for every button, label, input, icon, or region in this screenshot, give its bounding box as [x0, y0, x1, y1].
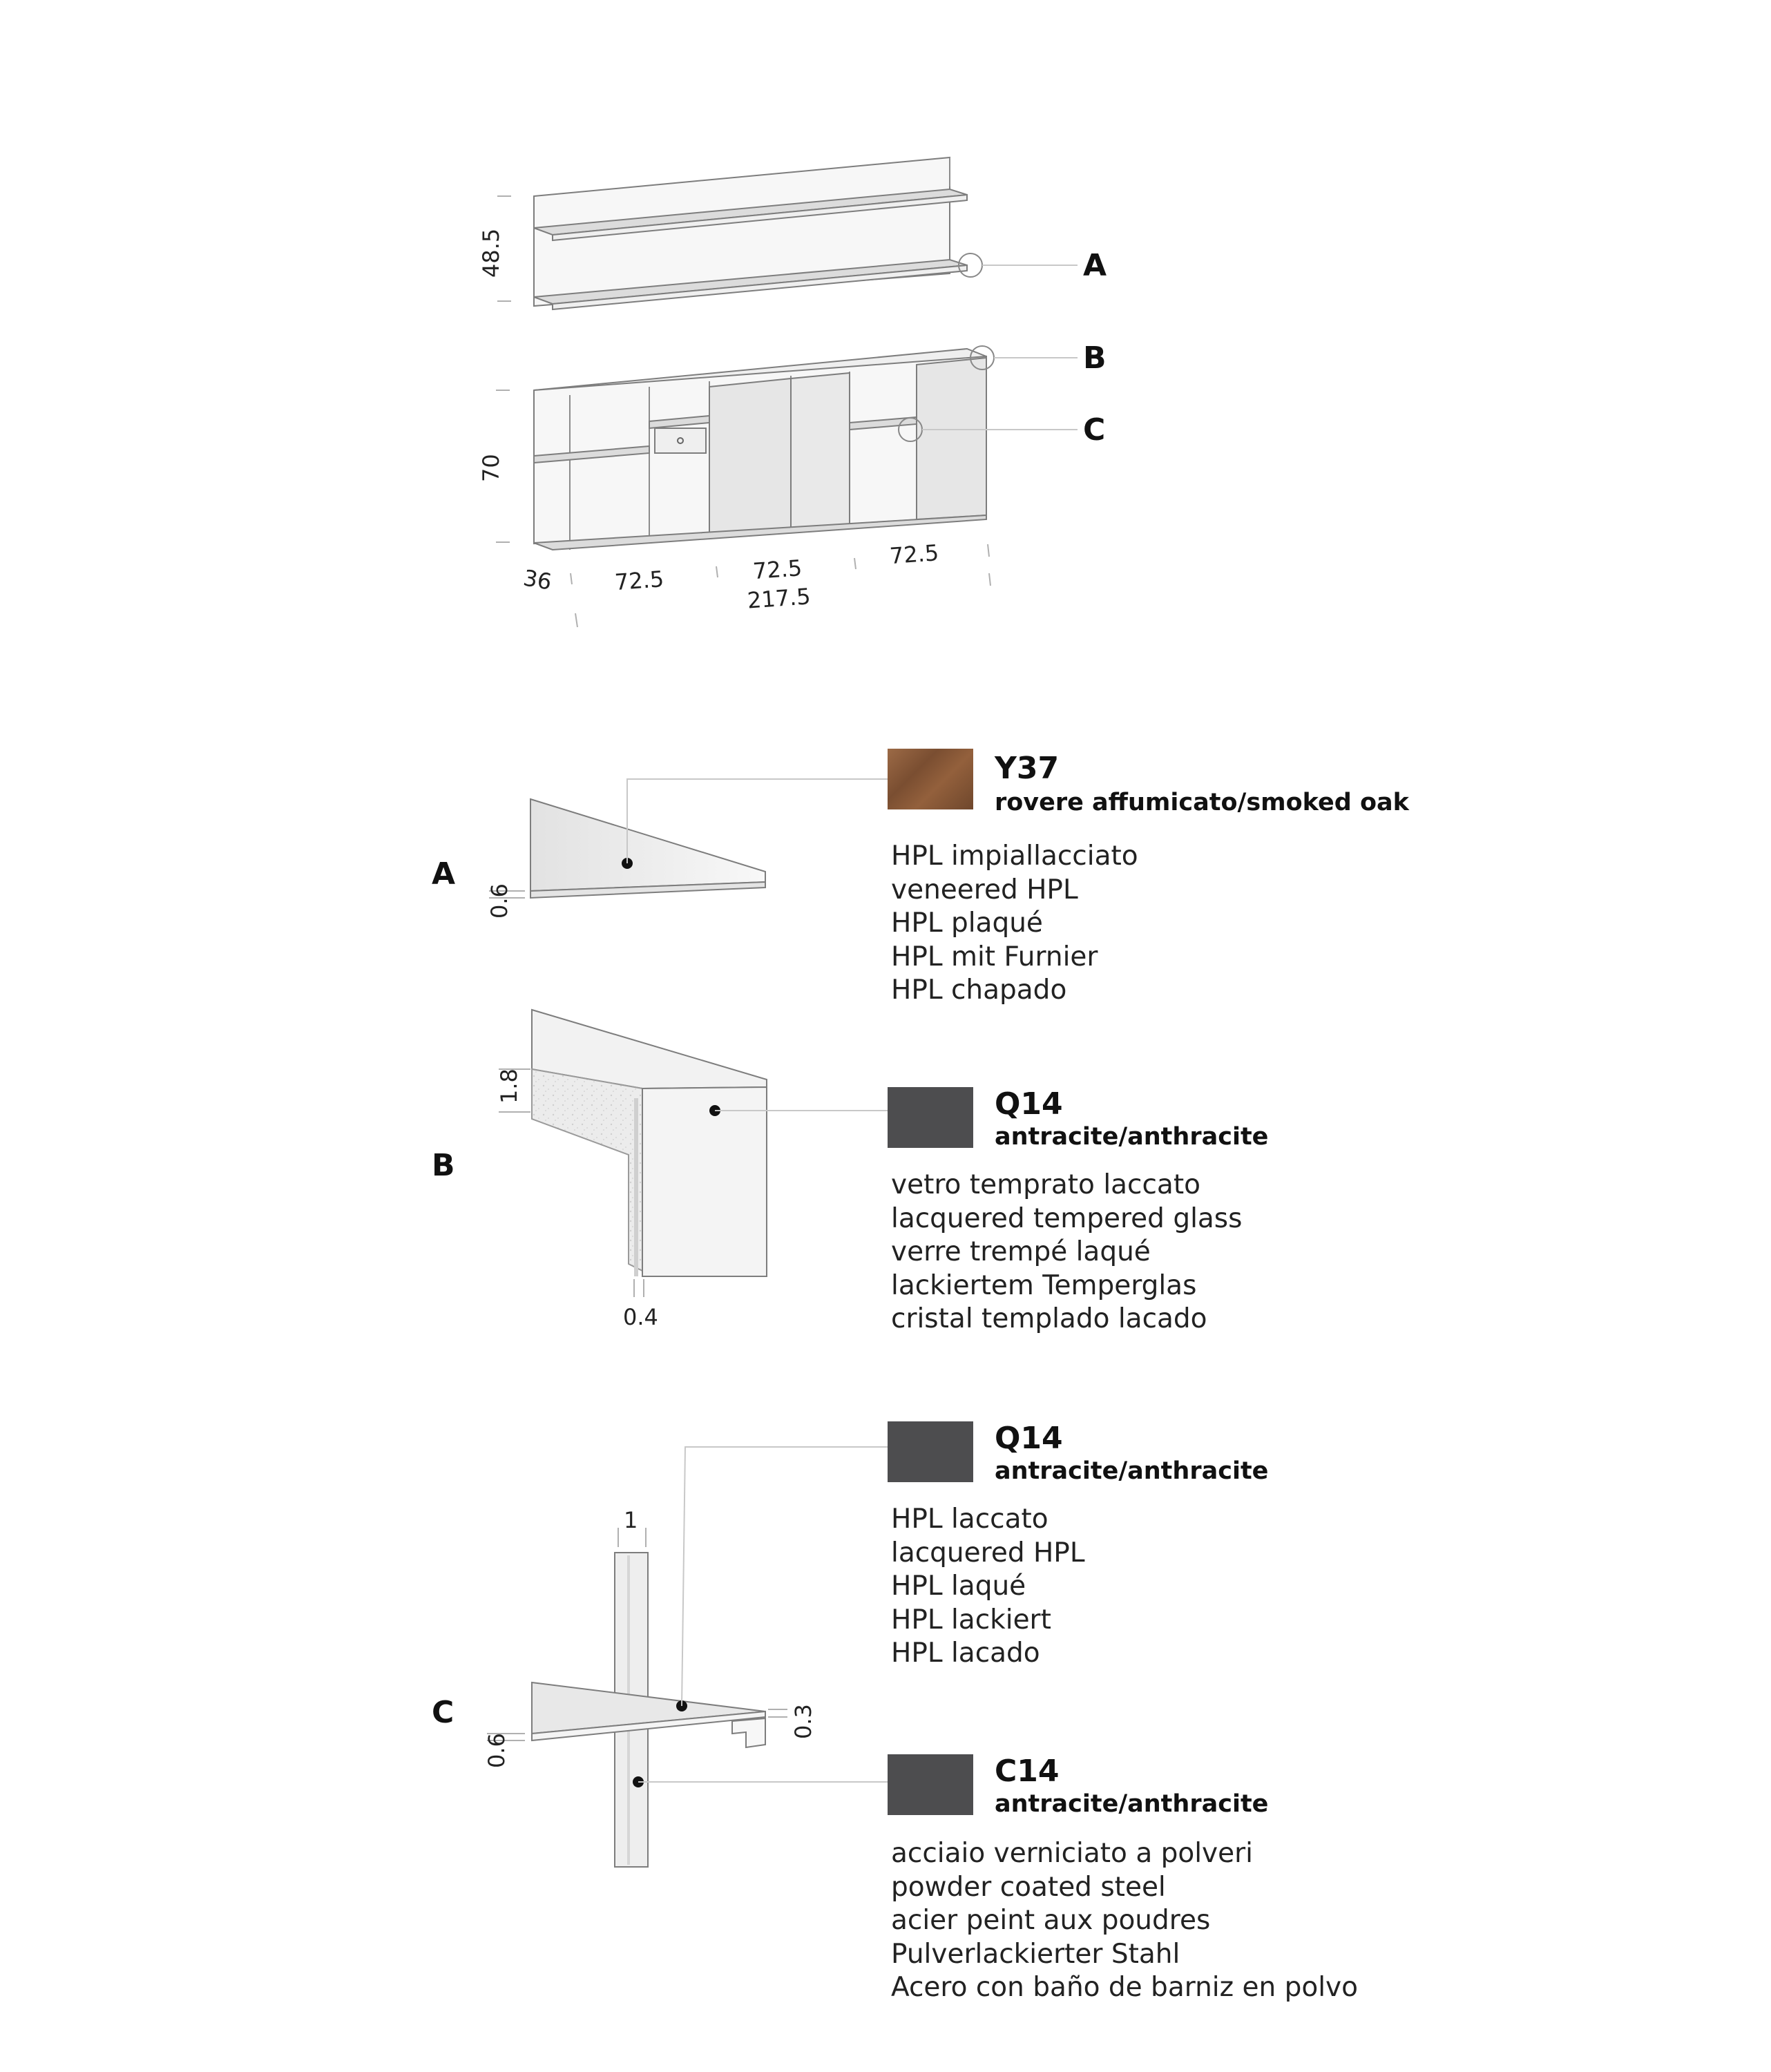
swatch-c14	[888, 1754, 973, 1815]
detail-b-side-thickness: 0.4	[623, 1304, 658, 1330]
base-cabinet-unit	[534, 349, 986, 550]
module-width-3: 72.5	[888, 539, 940, 570]
swatch-q14-glass	[888, 1087, 973, 1148]
material-descriptions	[891, 1169, 1242, 1336]
swatch-q14-hpl	[888, 1421, 973, 1482]
description-line: cristal templado lacado	[891, 1303, 1207, 1334]
description-line: HPL lacado	[891, 1638, 1040, 1669]
shelf-height-label: 48.5	[478, 228, 504, 278]
description-line: Acero con baño de barniz en polvo	[891, 1972, 1358, 2003]
description-line: veneered HPL	[891, 874, 1078, 905]
description-line: powder coated steel	[891, 1871, 1166, 1903]
detail-a-letter: A	[432, 856, 456, 892]
description-line: HPL chapado	[891, 975, 1067, 1006]
detail-a-thickness: 0.6	[486, 883, 513, 919]
detail-c-upright: 1	[624, 1507, 638, 1533]
material-color-name: rovere affumicato/smoked oak	[995, 789, 1409, 816]
material-code: C14	[995, 1754, 1060, 1789]
material-color-name: antracite/anthracite	[995, 1790, 1269, 1818]
detail-b-drawing	[432, 1010, 888, 1330]
module-width-1: 72.5	[613, 566, 665, 596]
material-code: Q14	[995, 1086, 1063, 1122]
description-line: Pulverlackierter Stahl	[891, 1938, 1180, 1970]
width-dimensions	[521, 539, 990, 627]
material-code: Q14	[995, 1421, 1063, 1456]
wall-shelf-unit	[534, 157, 967, 309]
detail-c-letter: C	[432, 1695, 454, 1730]
description-line: vetro temprato laccato	[891, 1169, 1200, 1200]
description-line: acciaio verniciato a polveri	[891, 1838, 1254, 1869]
detail-c-drawing	[432, 1447, 888, 1867]
material-code: Y37	[995, 751, 1060, 786]
detail-c-shelf-thickness: 0.6	[484, 1733, 510, 1768]
description-line: HPL mit Furnier	[891, 941, 1098, 972]
description-line: lacquered HPL	[891, 1537, 1085, 1569]
callout-label-a: A	[1083, 248, 1107, 283]
description-line: verre trempé laqué	[891, 1236, 1151, 1267]
description-line: HPL impiallacciato	[891, 841, 1138, 872]
module-width-2: 72.5	[752, 555, 803, 585]
depth-label: 36	[521, 564, 554, 595]
description-line: HPL lackiert	[891, 1604, 1051, 1635]
description-line: lacquered tempered glass	[891, 1202, 1243, 1234]
detail-a-drawing	[432, 779, 888, 919]
description-line: lackiertem Temperglas	[891, 1269, 1197, 1301]
callout-label-c: C	[1083, 412, 1106, 448]
material-color-name: antracite/anthracite	[995, 1457, 1269, 1485]
description-line: acier peint aux poudres	[891, 1905, 1211, 1936]
description-line: HPL plaqué	[891, 908, 1043, 939]
callout-label-b: B	[1083, 340, 1107, 376]
shelf-height-dimension	[478, 196, 511, 301]
swatch-y37	[888, 749, 973, 809]
material-color-name: antracite/anthracite	[995, 1123, 1269, 1151]
material-descriptions	[891, 1837, 1358, 2005]
detail-b-letter: B	[432, 1148, 455, 1183]
description-line: HPL laccato	[891, 1504, 1049, 1535]
description-line: HPL laqué	[891, 1571, 1026, 1602]
base-height-label: 70	[478, 454, 504, 482]
detail-c-bracket: 0.3	[790, 1704, 816, 1739]
material-descriptions	[891, 1503, 1085, 1671]
material-descriptions	[891, 840, 1138, 1008]
base-height-dimension	[478, 390, 510, 542]
total-width: 217.5	[746, 583, 812, 614]
detail-b-top-thickness: 1.8	[496, 1068, 522, 1104]
